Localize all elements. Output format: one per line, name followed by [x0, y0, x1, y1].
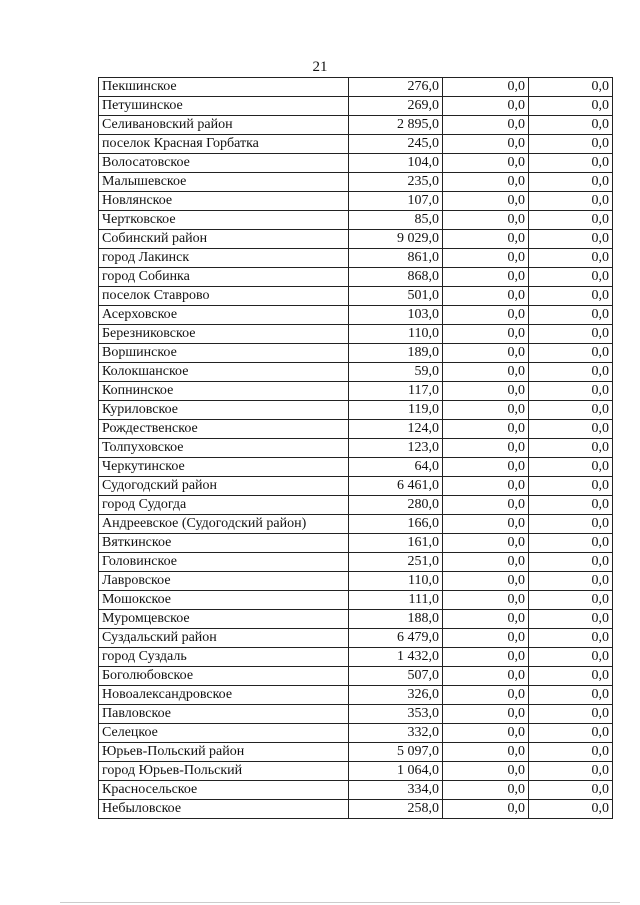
page-number: 21: [312, 59, 328, 75]
value-column-1-cell: 269,0: [349, 97, 443, 116]
value-column-3-cell: 0,0: [529, 458, 613, 477]
value-column-2-cell: 0,0: [443, 610, 529, 629]
value-column-3-cell: 0,0: [529, 135, 613, 154]
municipality-name-cell: город Суздаль: [99, 648, 349, 667]
table-row: [99, 496, 613, 515]
municipality-name-cell: Новоалександровское: [99, 686, 349, 705]
value-column-2-cell: 0,0: [443, 268, 529, 287]
value-column-2-cell: 0,0: [443, 306, 529, 325]
value-column-3-cell: 0,0: [529, 211, 613, 230]
value-column-3-cell: 0,0: [529, 496, 613, 515]
value-column-1-cell: 110,0: [349, 572, 443, 591]
municipality-name-cell: Судогодский район: [99, 477, 349, 496]
municipality-name-cell: Волосатовское: [99, 154, 349, 173]
municipality-name-cell: Собинский район: [99, 230, 349, 249]
municipality-name-cell: Павловское: [99, 705, 349, 724]
table-body: [99, 78, 613, 819]
table-row: [99, 686, 613, 705]
table-row: [99, 724, 613, 743]
value-column-1-cell: 64,0: [349, 458, 443, 477]
value-column-2-cell: 0,0: [443, 800, 529, 819]
value-column-2-cell: 0,0: [443, 420, 529, 439]
value-column-1-cell: 332,0: [349, 724, 443, 743]
value-column-1-cell: 124,0: [349, 420, 443, 439]
municipality-name-cell: Боголюбовское: [99, 667, 349, 686]
value-column-3-cell: 0,0: [529, 192, 613, 211]
table-row: [99, 610, 613, 629]
table-row: [99, 534, 613, 553]
value-column-2-cell: 0,0: [443, 629, 529, 648]
value-column-1-cell: 166,0: [349, 515, 443, 534]
municipality-name-cell: город Собинка: [99, 268, 349, 287]
value-column-1-cell: 2 895,0: [349, 116, 443, 135]
municipality-name-cell: город Юрьев-Польский: [99, 762, 349, 781]
value-column-2-cell: 0,0: [443, 553, 529, 572]
table-row: [99, 667, 613, 686]
municipality-name-cell: Вяткинское: [99, 534, 349, 553]
table-row: [99, 363, 613, 382]
value-column-1-cell: 117,0: [349, 382, 443, 401]
table-row: [99, 211, 613, 230]
value-column-3-cell: 0,0: [529, 154, 613, 173]
table-row: [99, 154, 613, 173]
municipality-name-cell: Небыловское: [99, 800, 349, 819]
municipality-name-cell: Андреевское (Судогодский район): [99, 515, 349, 534]
municipality-name-cell: Малышевское: [99, 173, 349, 192]
table-row: [99, 325, 613, 344]
value-column-2-cell: 0,0: [443, 211, 529, 230]
table-row: [99, 629, 613, 648]
value-column-1-cell: 123,0: [349, 439, 443, 458]
value-column-3-cell: 0,0: [529, 705, 613, 724]
value-column-2-cell: 0,0: [443, 762, 529, 781]
value-column-3-cell: 0,0: [529, 686, 613, 705]
municipality-name-cell: Юрьев-Польский район: [99, 743, 349, 762]
municipality-name-cell: Куриловское: [99, 401, 349, 420]
municipality-name-cell: Чертковское: [99, 211, 349, 230]
value-column-2-cell: 0,0: [443, 572, 529, 591]
value-column-1-cell: 861,0: [349, 249, 443, 268]
value-column-1-cell: 868,0: [349, 268, 443, 287]
value-column-3-cell: 0,0: [529, 230, 613, 249]
value-column-3-cell: 0,0: [529, 629, 613, 648]
municipality-name-cell: Новлянское: [99, 192, 349, 211]
municipality-name-cell: Селецкое: [99, 724, 349, 743]
table-row: [99, 648, 613, 667]
value-column-3-cell: 0,0: [529, 572, 613, 591]
value-column-2-cell: 0,0: [443, 705, 529, 724]
municipality-name-cell: Суздальский район: [99, 629, 349, 648]
municipality-name-cell: поселок Красная Горбатка: [99, 135, 349, 154]
value-column-1-cell: 161,0: [349, 534, 443, 553]
value-column-1-cell: 353,0: [349, 705, 443, 724]
value-column-3-cell: 0,0: [529, 743, 613, 762]
value-column-3-cell: 0,0: [529, 477, 613, 496]
value-column-3-cell: 0,0: [529, 762, 613, 781]
value-column-3-cell: 0,0: [529, 724, 613, 743]
budget-table: [98, 77, 613, 819]
municipality-name-cell: Пекшинское: [99, 78, 349, 97]
value-column-2-cell: 0,0: [443, 458, 529, 477]
value-column-3-cell: 0,0: [529, 420, 613, 439]
municipality-name-cell: город Лакинск: [99, 249, 349, 268]
value-column-2-cell: 0,0: [443, 667, 529, 686]
table-row: [99, 192, 613, 211]
value-column-2-cell: 0,0: [443, 401, 529, 420]
value-column-2-cell: 0,0: [443, 648, 529, 667]
table-row: [99, 553, 613, 572]
value-column-1-cell: 276,0: [349, 78, 443, 97]
value-column-3-cell: 0,0: [529, 78, 613, 97]
table-row: [99, 781, 613, 800]
value-column-3-cell: 0,0: [529, 610, 613, 629]
value-column-2-cell: 0,0: [443, 230, 529, 249]
value-column-3-cell: 0,0: [529, 667, 613, 686]
value-column-1-cell: 6 479,0: [349, 629, 443, 648]
value-column-3-cell: 0,0: [529, 401, 613, 420]
table-row: [99, 515, 613, 534]
table-row: [99, 762, 613, 781]
value-column-2-cell: 0,0: [443, 192, 529, 211]
table-row: [99, 458, 613, 477]
value-column-2-cell: 0,0: [443, 686, 529, 705]
value-column-3-cell: 0,0: [529, 591, 613, 610]
table-row: [99, 97, 613, 116]
table-row: [99, 116, 613, 135]
value-column-1-cell: 188,0: [349, 610, 443, 629]
value-column-2-cell: 0,0: [443, 781, 529, 800]
value-column-2-cell: 0,0: [443, 344, 529, 363]
table-row: [99, 249, 613, 268]
value-column-2-cell: 0,0: [443, 249, 529, 268]
municipality-name-cell: Селивановский район: [99, 116, 349, 135]
table-row: [99, 135, 613, 154]
municipality-name-cell: Рождественское: [99, 420, 349, 439]
value-column-1-cell: 280,0: [349, 496, 443, 515]
municipality-name-cell: Копнинское: [99, 382, 349, 401]
value-column-3-cell: 0,0: [529, 306, 613, 325]
value-column-1-cell: 5 097,0: [349, 743, 443, 762]
municipality-name-cell: Лавровское: [99, 572, 349, 591]
value-column-2-cell: 0,0: [443, 477, 529, 496]
value-column-2-cell: 0,0: [443, 724, 529, 743]
value-column-1-cell: 104,0: [349, 154, 443, 173]
value-column-1-cell: 103,0: [349, 306, 443, 325]
table-row: [99, 477, 613, 496]
value-column-1-cell: 1 432,0: [349, 648, 443, 667]
value-column-3-cell: 0,0: [529, 173, 613, 192]
value-column-1-cell: 501,0: [349, 287, 443, 306]
value-column-3-cell: 0,0: [529, 268, 613, 287]
value-column-2-cell: 0,0: [443, 534, 529, 553]
value-column-1-cell: 235,0: [349, 173, 443, 192]
value-column-2-cell: 0,0: [443, 591, 529, 610]
value-column-1-cell: 119,0: [349, 401, 443, 420]
value-column-3-cell: 0,0: [529, 325, 613, 344]
table-row: [99, 800, 613, 819]
table-row: [99, 287, 613, 306]
value-column-2-cell: 0,0: [443, 287, 529, 306]
table-row: [99, 268, 613, 287]
municipality-name-cell: Муромцевское: [99, 610, 349, 629]
value-column-3-cell: 0,0: [529, 287, 613, 306]
value-column-3-cell: 0,0: [529, 382, 613, 401]
value-column-3-cell: 0,0: [529, 800, 613, 819]
value-column-2-cell: 0,0: [443, 135, 529, 154]
table-row: [99, 439, 613, 458]
municipality-name-cell: Воршинское: [99, 344, 349, 363]
value-column-2-cell: 0,0: [443, 325, 529, 344]
scan-edge-line: [60, 902, 620, 903]
municipality-name-cell: поселок Ставрово: [99, 287, 349, 306]
value-column-3-cell: 0,0: [529, 439, 613, 458]
table-row: [99, 401, 613, 420]
value-column-1-cell: 9 029,0: [349, 230, 443, 249]
value-column-1-cell: 258,0: [349, 800, 443, 819]
value-column-1-cell: 326,0: [349, 686, 443, 705]
value-column-1-cell: 334,0: [349, 781, 443, 800]
value-column-2-cell: 0,0: [443, 173, 529, 192]
municipality-name-cell: город Судогда: [99, 496, 349, 515]
value-column-1-cell: 1 064,0: [349, 762, 443, 781]
value-column-2-cell: 0,0: [443, 78, 529, 97]
value-column-2-cell: 0,0: [443, 363, 529, 382]
value-column-1-cell: 507,0: [349, 667, 443, 686]
value-column-2-cell: 0,0: [443, 515, 529, 534]
table-row: [99, 572, 613, 591]
table-row: [99, 173, 613, 192]
value-column-1-cell: 59,0: [349, 363, 443, 382]
value-column-2-cell: 0,0: [443, 116, 529, 135]
value-column-1-cell: 107,0: [349, 192, 443, 211]
value-column-2-cell: 0,0: [443, 97, 529, 116]
table-row: [99, 420, 613, 439]
value-column-1-cell: 6 461,0: [349, 477, 443, 496]
municipality-name-cell: Колокшанское: [99, 363, 349, 382]
value-column-3-cell: 0,0: [529, 534, 613, 553]
table-row: [99, 382, 613, 401]
value-column-3-cell: 0,0: [529, 363, 613, 382]
municipality-name-cell: Мошокское: [99, 591, 349, 610]
value-column-1-cell: 251,0: [349, 553, 443, 572]
value-column-2-cell: 0,0: [443, 439, 529, 458]
municipality-name-cell: Толпуховское: [99, 439, 349, 458]
value-column-3-cell: 0,0: [529, 648, 613, 667]
table-row: [99, 344, 613, 363]
municipality-name-cell: Красносельское: [99, 781, 349, 800]
value-column-3-cell: 0,0: [529, 553, 613, 572]
table-row: [99, 230, 613, 249]
value-column-3-cell: 0,0: [529, 116, 613, 135]
table-row: [99, 78, 613, 97]
municipality-name-cell: Черкутинское: [99, 458, 349, 477]
value-column-1-cell: 111,0: [349, 591, 443, 610]
table-row: [99, 743, 613, 762]
value-column-1-cell: 85,0: [349, 211, 443, 230]
value-column-3-cell: 0,0: [529, 97, 613, 116]
value-column-3-cell: 0,0: [529, 515, 613, 534]
municipality-name-cell: Асерховское: [99, 306, 349, 325]
table-row: [99, 306, 613, 325]
table-row: [99, 705, 613, 724]
value-column-1-cell: 245,0: [349, 135, 443, 154]
value-column-1-cell: 189,0: [349, 344, 443, 363]
table-row: [99, 591, 613, 610]
municipality-name-cell: Петушинское: [99, 97, 349, 116]
value-column-2-cell: 0,0: [443, 743, 529, 762]
municipality-name-cell: Березниковское: [99, 325, 349, 344]
value-column-3-cell: 0,0: [529, 781, 613, 800]
value-column-3-cell: 0,0: [529, 249, 613, 268]
value-column-2-cell: 0,0: [443, 496, 529, 515]
value-column-2-cell: 0,0: [443, 382, 529, 401]
municipality-name-cell: Головинское: [99, 553, 349, 572]
value-column-1-cell: 110,0: [349, 325, 443, 344]
value-column-2-cell: 0,0: [443, 154, 529, 173]
value-column-3-cell: 0,0: [529, 344, 613, 363]
